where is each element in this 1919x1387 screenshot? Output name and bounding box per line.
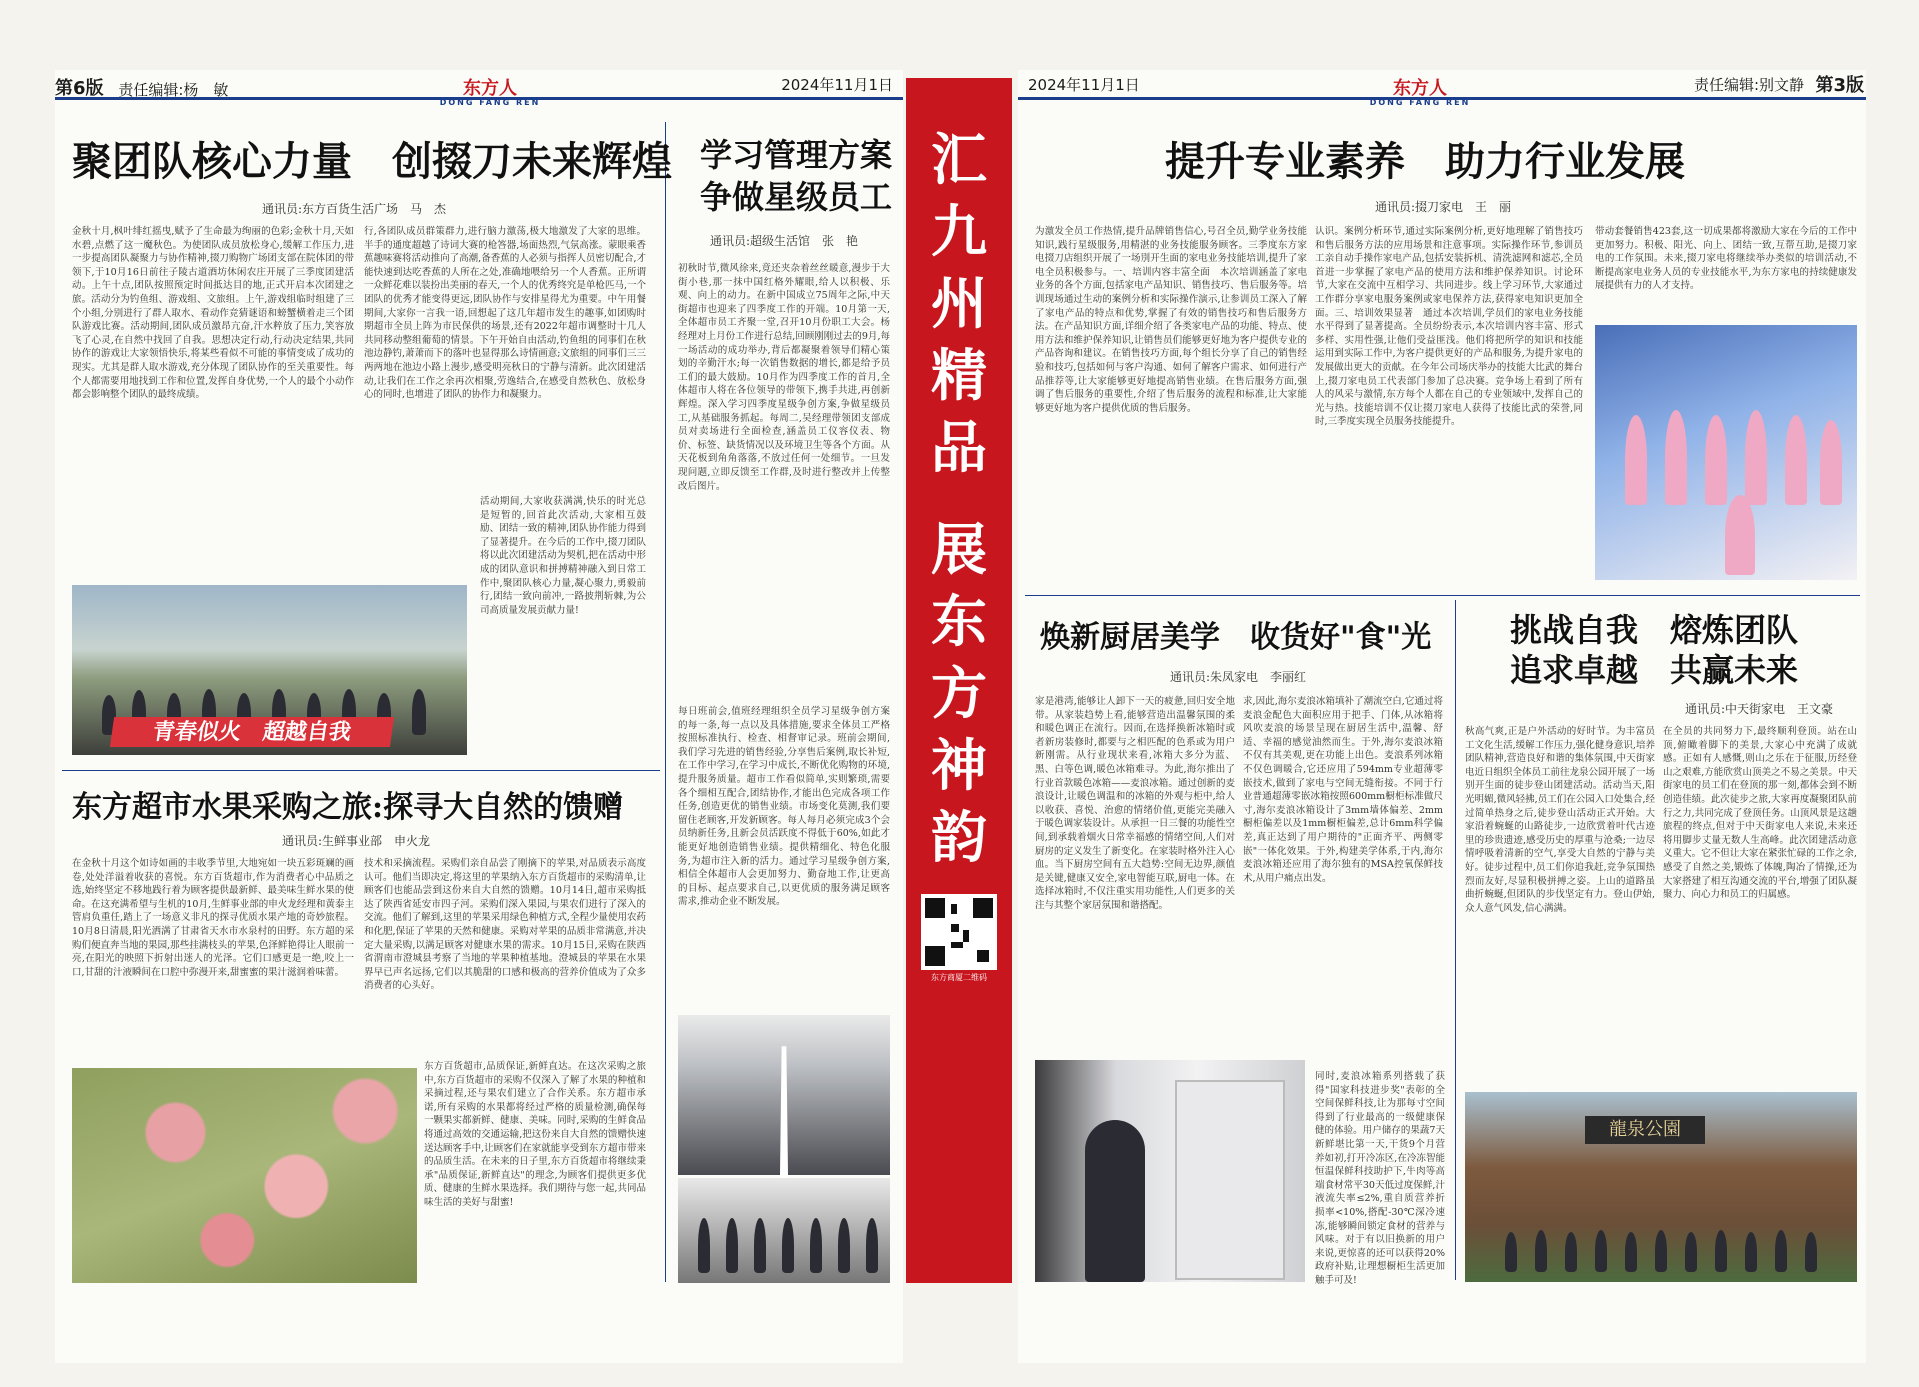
article-body: 行,各团队成员群策群力,进行脑力激荡,极大地激发了大家的思维。半手的通度超越了诗词大赛的枪答器,场面热烈,气氛高涨。蒙眼乘香蕉趣味赛将活动推向了高潮,备香蕉的人必须与指挥人员密切配合,才能快速到达吃香蕉的人所在之处,准确地喂给另一个人香蕉。正所谓一众鲜花难以装扮出美丽的春天,一个人的优秀终究是单枪匹马,一个团队的优秀才能变得更远,团队协作与安排星得尤为重要。中午用餐期间,大家你一言我一语,回想起了这几年超市发生的趣事,如团购时期超市全员上阵为市民保供的场景,还有2022年超市调整时十几人共同移动整组葡萄的情景。下午开始自由活动,钓鱼组的同事们在秋池边静钓,萧萧而下的落叶也显得那么诗情画意;文旅组的同事们三三两两地在池边小路上漫步,感受明亮秋日的宁静与清新。此次团建活动,让我们在工作之余再次相聚,劳逸结合,在感受自然秋色、放松身心的同时,也增进了团队的协作力和凝聚力。 xyxy=(364,226,646,401)
staff-lineup-photo xyxy=(678,1178,890,1283)
article-title: 争做星级员工 xyxy=(700,178,893,216)
article-body: 在全员的共同努力下,最终顺利登顶。站在山顶,俯瞰着脚下的美景,大家心中充满了成就感。正如有人感慨,则山之乐在于征服,历经登山之艰难,方能欣赏山顶美之不易之美景。中天街家电的员工们在登顶的那一刻,都体会到不断创造佳绩。此次徒步之旅,大家再度凝聚团队前行之力,共同完成了登顶任务。山顶风景是这趟旅程的终点,但对于中天街家电人来说,未来还将用脚步丈量无数人生高峰。此次团建活动意义重大。它不但让大家在紧张忙碌的工作之余,感受了自然之美,锻炼了体魄,陶冶了情操,还为大家搭建了相互沟通交流的平台,增强了团队凝聚力、向心力和员工的归属感。 xyxy=(1663,726,1857,901)
apple-orchard-photo xyxy=(72,1068,417,1283)
article-body: 为激发全员工作热情,提升品牌销售信心,号召全员,勤学业务技能知识,践行星级服务,用精湛的业务技能服务顾客。三季度东方家电掇刀店组织开展了一场別开生面的家电业务技能培训,提升了家电全员积极参与。一、培训内容丰富全面 本次培训涵盖了家电业务的各个方面,包括家电产品知识、销售技巧、售后服务等。培训现场通过生动的案例分析和实际操作演示,让参训员工深入了解了家电产品的特点和优势,掌握了有效的销售技巧和售后服务方法。在产品知识方面,详细介绍了各类家电产品的功能、特点、使用方法和维护保养知识,让销售员们能够更好地为客户提供专业的产品咨询和建议。在销售技巧方面,每个组长分享了自己的销售经验和技巧,包括如何与客户沟通、如何了解客户需求、如何进行产品推荐等,让大家能够更好地提高销售业绩。在售后服务方面,强调了售后服务的重要性,介绍了售后服务的流程和标准,让大家能够更好地为客户提供优质的售后服务。 xyxy=(1035,226,1307,414)
column-divider xyxy=(1455,600,1456,1280)
article-byline: 通讯员:中天街家电 王文豪 xyxy=(1685,702,1834,716)
article-byline: 通讯员:超级生活馆 张 艳 xyxy=(710,234,859,248)
article-body: 家是港湾,能够让人卸下一天的疲惫,回归安全地带。从家装趋势上看,能够营造出温馨氛围的柔和暖色调正在流行。因而,在选择换新冰箱时或者新房装修时,都要与之相匹配的色系或为用户新刚需。从行业现状来看,冰箱大多分为蓝、黑、白等色调,暖色冰箱难寻。为此,海尔推出了行业首款暖色冰箱——麦浪冰箱。通过创新的麦浪设计,让暖色调温和的冰箱的外观与柜中,给人以收获、喜悦、治愈的情绪价值,更能完美融入于暖色调家装设计。从承担一日三餐的功能性空间,到承载着烟火日常幸福感的情绪空间,人们对厨房的定义发生了新变化。在家装时格外注入心血。当下厨房空间有五大趋势:空间无边界,颜值是关键,健康又安全,家电智能互联,厨电一体。在选择冰箱时,不仅注重实用功能性,人们更多的关注与其整个家居氛围和谐搭配。 xyxy=(1035,696,1235,911)
article-title: 学习管理方案 xyxy=(700,136,893,174)
section-divider xyxy=(1025,595,1860,596)
park-sign: 龍泉公園 xyxy=(1585,1116,1705,1144)
article-body: 金秋十月,枫叶绯红摇曳,赋予了生命最为绚丽的色彩;金秋十月,天如水碧,点燃了这一魔秋色。为使团队成员放松身心,缓解工作压力,进一步提高团队凝聚力与协作精神,掇刀购物广场团支部在院体团的带领下,于10月16日前往子陵古道酒坊休闲农庄开展了三季度团建活动。上午十点,团队按照预定时间抵达目的地,正式开启本次团建之旅。活动分为钓鱼组、游戏组、文旅组。上午,游戏组临时组建了三个小组,分别进行了群人取水、看动作竞猜谜语和螃蟹横着走三个团队游戏比赛。活动期间,团队成员激昂亢奋,汗水粹放了压力,笑容放飞了心灵,在自然中找回了自我。思想决定行动,行动决定结果,共同协作的游戏让大家领悟快乐,将某些看似不可能的事情变成了成功的现实。尤其是群人取水游戏,充分体现了团队协作的至关重要性。每个人都需要用地找到工作和位置,发挥自身优势,一个人的最个小动作都会影响整个团队的最终成绩。 xyxy=(72,226,354,401)
article-byline: 通讯员:东方百货生活广场 马 杰 xyxy=(262,202,447,216)
article-title: 挑战自我 熔炼团队 xyxy=(1510,611,1799,649)
article-body: 活动期间,大家收获满满,快乐的时光总是短暂的,回首此次活动,大家相互鼓励、团结一致的精神,团队协作能力得到了显著提升。在今后的工作中,掇刀团队将以此次团建活动为契机,把在活动中形成的团队意识和拼搏精神融入到日常工作中,聚团队核心力量,凝心聚力,勇毅前行,团结一致向前冲,一路披荆斩棘,为公司高质量发展贡献力量! xyxy=(480,496,646,616)
refrigerator-showroom-photo xyxy=(1035,1060,1305,1282)
article-body: 每日班前会,值班经理组织全员学习星级争创方案的每一条,每一点以及具体措施,要求全体员工严格按照标准执行、检查、相督审记录。班前会期间,我们学习先进的销售经验,分享售后案例,取长补短,在工作中学习,在学习中成长,不断优化购物的环境,提升服务质量。超市工作看似简单,实则繁琐,需要各个细相互配合,团结协作,才能出色完成各项工作任务,创造更优的销售业绩。市场变化莫测,我们要留住老顾客,开发新顾客。每人每月必须完成3个会员纳新任务,且新会员活跃度不得低于60%,如此才能更好地创造销售业绩。提供精细化、特色化服务,为超市注入新的活力。通过学习星级争创方案,相信全体超市人会更加努力、勤奋地工作,让更高的目标、起点要求自己,以更优质的服务满足顾客需求,推动企业不断发展。 xyxy=(678,706,890,908)
article-body: 同时,麦浪冰箱系列搭载了获得"国家科技进步奖"表彰的全空间保鲜科技,让为那每寸空间得到了行业最高的一级健康保健的体验。用户储存的果蔬7天新鲜堪比第一天,干货9个月营养如初,打开冷冻区,在冷冻智能恒温保鲜科技助护下,牛肉等高端食材常平30天低过度保鲜,汁液流失率≤2%,重自质营养折损率<10%,搭配-30℃深冷速冻,能够瞬间锁定食材的营养与风味。对于有以旧换新的用户来说,更惊喜的还可以获得20%政府补贴,让理想橱柜生活更加触手可及! xyxy=(1315,1071,1445,1286)
article-body: 技术和采摘流程。采购们亲自品尝了刚摘下的苹果,对品质表示高度认可。他们当即决定,将这里的苹果纳入东方百货超市的采购清单,让顾客们也能品尝到这份来自大自然的馈赠。10月14日,超市采购抵达了陕西省延安市四子河。采购们深入果园,与果农们进行了深入的交流。他们了解到,这里的苹果采用绿色种植方式,全程少量使用农药和化肥,保证了苹果的天然和健康。采购对苹果的品质非常满意,并决定大量采购,以满足顾客对健康水果的需求。10月15日,采购在陕西省渭南市澄城县考察了当地的苹果种植基地。澄城县的苹果在水果界早已声名远扬,它们以其脆甜的口感和极高的营养价值成为了众多消费者的心头好。 xyxy=(364,858,646,992)
editor-label: 责任编辑:别文静 xyxy=(1693,76,1804,94)
article-body: 东方百货超市,品质保证,新鲜直达。在这次采购之旅中,东方百货超市的采购不仅深入了解了水果的种植和采摘过程,还与果农们建立了合作关系。东方超市承诺,所有采购的水果都将经过严格的质量检测,确保每一颗果实都新鲜、健康、美味。同时,采购的生鲜食品将通过高效的交通运输,把这份来自大自然的馈赠快速送达顾客手中,让顾客们在家就能享受到东方超市带来的品质生活。在未来的日子里,东方百货超市将继续秉承"品质保证,新鲜直达"的理念,为顾客们提供更多优质、健康的生鲜水果选择。我们期待与您一起,共同品味生活的美好与甜蜜! xyxy=(424,1061,646,1208)
section-divider xyxy=(62,770,660,771)
masthead-logo-left: 东方人 DONG FANG REN xyxy=(439,78,541,107)
center-red-banner xyxy=(906,78,1012,1283)
qr-code[interactable] xyxy=(921,894,997,970)
column-divider xyxy=(665,122,666,1282)
editor-label: 责任编辑:杨 敏 xyxy=(118,81,229,99)
store-hall-photo xyxy=(678,1015,890,1175)
article-body: 在金秋十月这个如诗如画的丰收季节里,大地宛如一块五彩斑斓的画卷,处处洋溢着收获的喜悦。东方百货超市,作为消费者心中品质之选,始终坚定不移地践行着为顾客提供最新鲜、最美味生鲜水果的使命。在这充满希望与生机的10月,生鲜事业部的申火龙经理和黄泰主管肩负重任,踏上了一场意义非凡的探寻优质水果产地的奇妙旅程。10月8日清晨,阳光洒满了甘肃省天水市水泉村的田野。东方超的采购们便直奔当地的果园,那些挂满枝头的苹果,色泽鲜艳得让人眼前一亮,在阳光的映照下折射出迷人的光泽。它们口感更是一绝,咬上一口,甘甜的汁液瞬间在口腔中弥漫开来,甜蜜蜜的果汁滋润着味蕾。 xyxy=(72,858,354,978)
article-body: 求,因此,海尔麦浪冰箱填补了潮流空白,它通过将麦浪金配色大面积应用于把手、门体,从冰箱将风吹麦浪的场景呈现在厨居生活中,温馨、舒适、幸福的感觉油然而生。于外,海尔麦浪冰箱不仅有其美观,更在功能上出色。麦浪系列冰箱不仅色调暖合,它还应用了594mm专业超薄零嵌技术,做到了家电与空间无缝衔接。不同于行业普通超薄零嵌冰箱按照600mm橱柜标准做尺寸,海尔麦浪冰箱设计了3mm墙体偏差、2mm橱柜偏差以及1mm橱柜偏差,总计6mm科学偏差,真正达到了用户期待的"正面齐平、两侧零嵌"一体化效果。于外,构建美学体系,于内,海尔麦浪冰箱还应用了海尔独有的MSA控氧保鲜技术,从用户痛点出发。 xyxy=(1243,696,1443,884)
park-gate-photo xyxy=(1465,1092,1857,1282)
masthead-logo-right: 东方人 DONG FANG REN xyxy=(1369,78,1471,107)
page-number: 第6版 xyxy=(55,78,104,99)
article-body: 秋高气爽,正是户外活动的好时节。为丰富员工文化生活,缓解工作压力,强化健身意识,培养团队精神,营造良好和谐的集体氛围,中天街家电近日组织全体员工前往龙泉公园开展了一场别开生面的徒步登山团建活动。活动当天,阳光明媚,微风轻拂,员工们在公园入口处集合,经过简单热身之后,徒步登山活动正式开始。大家沿着蜿蜒的山路徒步,一边欣赏着叶代古迹里的珍贵遗迹,感受历史的厚重与沧桑;一边尽情呼吸着清新的空气,享受大自然的宁静与美好。徒步过程中,员工们你追我赶,竞争氛围热烈而友好,尽显积极拼搏之姿。上山的道路虽曲折蜿蜒,但团队的步伐坚定有力。登山伊始,众人意气风发,信心满满。 xyxy=(1465,726,1656,914)
banner-slogan-2: 展东方神韵 xyxy=(931,517,987,871)
article-body: 初秋时节,微风徐来,竟还夹杂着丝丝暖意,漫步于大街小巷,那一抹中国红格外耀眼,给人以积极、乐观、向上的动力。在新中国成立75周年之际,中天街超市也迎来了四季度工作的开端。10月第一天,全体超市员工齐聚一堂,召开10月份职工大会。杨经理对上月份工作进行总结,回顾刚刚过去的9月,每一场活动的成功举办,背后都凝聚着领导们精心策划的辛勤汗水;每一次销售数据的增长,都是给予员工们的最大鼓励。10月作为四季度工作的首月,全体超市人将在各位领导的带领下,携手共进,再创新辉煌。深入学习四季度星级争创方案,争做星级员工,从基础服务抓起。每周二,吴经理带领团支部成员对卖场进行全面检查,涵盖员工仪容仪表、物价、标签、缺货情况以及环境卫生等各个方面。从天花板到角角落落,不放过任何一处细节。一旦发现问题,立即反馈至工作群,及时进行整改并上传整改后图片。 xyxy=(678,263,890,492)
qr-caption: 东方商厦二维码 xyxy=(931,973,987,982)
issue-date: 2024年11月1日 xyxy=(1028,76,1140,94)
team-photo xyxy=(72,585,467,755)
article-body: 带动套餐销售423套,这一切成果都将激励大家在今后的工作中更加努力。积极、阳光、向上、团结一致,互帮互助,是掇刀家电的工作氛围。未来,掇刀家电将继续举办类似的培训活动,不断提高家电业务人员的专业技能水平,为东方家电的持续健康发展提供有力的人才支持。 xyxy=(1595,226,1857,292)
issue-date: 2024年11月1日 xyxy=(781,76,893,94)
page-number: 第3版 xyxy=(1815,75,1864,96)
article-byline: 通讯员:掇刀家电 王 丽 xyxy=(1375,200,1512,214)
article-body: 认识。案例分析环节,通过实际案例分析,更好地理解了销售技巧和售后服务方法的应用场景和注意事项。实际操作环节,参训员工亲自动手操作家电产品,包括安装拆机、清洗滤网和滤芯,全员首进一步掌握了家电产品的使用方法和维护保养知识。讨论环节,大家在交流中互相学习、共同进步。线上学习环节,大家通过工作群分享家电服务案例或家电保养方法,获得家电知识更加全面。三、培训效果显著 通过本次培训,学员们的家电业务技能水平得到了显著提高。全员纷纷表示,本次培训内容丰富、形式多样、实用性强,让他们受益匪浅。他们将把所学的知识和技能运用到实际工作中,为客户提供更好的产品和服务,为提升家电的发展做出更大的贡献。在今年公司场庆举办的技能大比武的舞台上,掇刀家电员工代表部门参加了总决赛。竞争场上看到了所有人的风采与激情,东方每个人都在自己的专业领域中,发挥自己的光与热。技能培训不仅让掇刀家电人获得了技能比武的荣誉,同时,三季度实现全员服务技能提升。 xyxy=(1315,226,1583,428)
banner-slogan-1: 汇九州精品 xyxy=(931,127,987,481)
article-title: 焕新厨居美学 收货好"食"光 xyxy=(1040,620,1432,655)
article-title: 提升专业素养 助力行业发展 xyxy=(1165,138,1685,185)
training-group-photo xyxy=(1595,325,1857,580)
article-title: 东方超市水果采购之旅:探寻大自然的馈赠 xyxy=(72,790,624,825)
article-byline: 通讯员:生鲜事业部 申火龙 xyxy=(282,834,431,848)
article-title: 追求卓越 共赢未来 xyxy=(1510,651,1799,689)
article-byline: 通讯员:朱凤家电 李丽红 xyxy=(1170,670,1307,684)
article-title: 聚团队核心力量 创掇刀未来辉煌 xyxy=(72,138,672,185)
photo-banner-text: 青春似火 超越自我 xyxy=(110,717,394,747)
